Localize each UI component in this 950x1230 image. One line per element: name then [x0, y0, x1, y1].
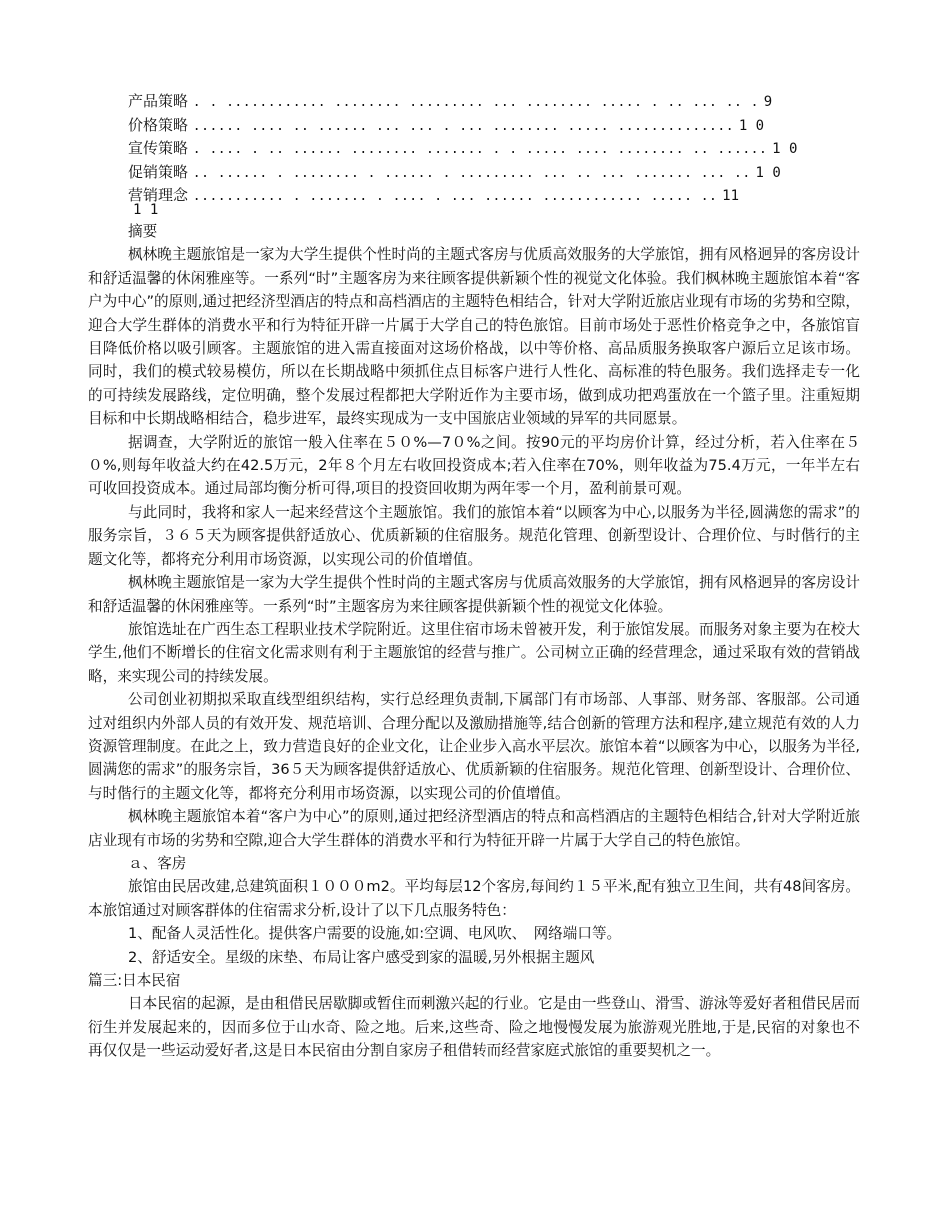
toc-page-number: 9	[763, 94, 773, 110]
toc-dot-leader: ...... .... .. ...... ... ... . ... ........ ..... ..............	[192, 118, 735, 134]
toc-dot-leader: . .... . .. ...... ........ ....... . . ..... .... ........ .. ......	[192, 142, 768, 157]
orphan-page-number: 1 1	[133, 202, 159, 218]
toc-entry	[128, 114, 868, 138]
toc-entry-label: 价格策略	[128, 115, 189, 134]
toc-entry	[128, 184, 868, 208]
toc-entry	[128, 137, 868, 161]
toc-entry-label: 宣传策略	[128, 139, 189, 157]
paragraph: 枫林晚主题旅馆本着“客户为中心”的原则,通过把经济型酒店的特点和高档酒店的主题特色相结合,针对大学附近旅店业现有市场的劣势和空隙,迎合大学生群体的消费水平和行为特征开辟一片属于大学自己的特色旅馆。	[88, 808, 860, 849]
paragraph: 公司创业初期拟采取直线型组织结构，实行总经理负责制,下属部门有市场部、人事部、财务部、客服部。公司通过对组织内外部人员的有效开发、规范培训、合理分配以及激励措施等,结合创新的管理方法和程序,建立规范有效的人力资源管理制度。在此之上，致力营造良好的企业文化，让企业步入高水平层次。旅馆本着“以顾客为中心，以服务为半径,圆满您的需求”的服务宗旨，36５天为顾客提供舒适放心、优质新颖的住宿服务。规范化管理、创新型设计、合理价位、与时偕行的主题文化等，都将充分利用市场资源，以实现公司的价值增值。	[88, 691, 860, 802]
paragraph: 枫林晚主题旅馆是一家为大学生提供个性时尚的主题式客房与优质高效服务的大学旅馆，拥有风格迥异的客房设计和舒适温馨的休闲雅座等。一系列“时”主题客房为来往顾客提供新颖个性的视觉文化体验。我们枫林晚主题旅馆本着“客户为中心”的原则,通过把经济型酒店的特点和高档酒店的主题特色相结合，针对大学附近旅店业现有市场的劣势和空隙，迎合大学生群体的消费水平和行为特征开辟一片属于大学自己的特色旅馆。目前市场处于恶性价格竞争之中，各旅馆盲目降低价格以吸引顾客。主题旅馆的进入需直接面对这场价格战，以中等价格、高品质服务换取客户源后立足该市场。同时，我们的模式较易模仿，所以在长期战略中须抓住点目标客户进行人性化、高标准的特色服务。我们选择走专一化的可持续发展路线，定位明确，整个发展过程都把大学附近作为主要市场，做到成功把鸡蛋放在一个篮子里。注重短期目标和中长期战略相结合，稳步进军，最终实现成为一支中国旅店业领域的异军的共同愿景。	[88, 246, 860, 428]
toc-page-number: 1 0	[772, 141, 798, 157]
paragraph: 与此同时，我将和家人一起来经营这个主题旅馆。我们的旅馆本着“以顾客为中心,以服务为半径,圆满您的需求”的服务宗旨，３６５天为顾客提供舒适放心、优质新颖的住宿服务。规范化管理、创新型设计、合理价位、与时偕行的主题文化等，都将充分利用市场资源，以实现公司的价值增值。	[88, 503, 860, 568]
toc-entry	[128, 90, 868, 114]
toc-entry-label: 营销理念	[128, 186, 189, 204]
toc-page-number: 1 0	[738, 117, 765, 134]
feature-item: 2、舒适安全。星级的床垫、布局让客户感受到家的温暖,另外根据主题风	[128, 948, 595, 966]
toc-entry-label: 产品策略	[128, 92, 189, 110]
abstract-title: 摘要	[128, 223, 158, 240]
paragraph: 日本民宿的起源，是由租借民居歇脚或暂住而刺激兴起的行业。它是由一些登山、滑雪、游泳等爱好者租借民居而衍生并发展起来的，因而多位于山水奇、险之地。后来,这些奇、险之地慢慢发展为旅游观光胜地,于是,民宿的对象也不再仅仅是一些运动爱好者,这是日本民宿由分割自家房子租借转而经营家庭式旅馆的重要契机之一。	[88, 995, 860, 1060]
room-paragraph: 旅馆由民居改建,总建筑面积１０００m2。平均每层12个客房,每间约１５平米,配有独立卫生间，共有48间客房。本旅馆通过对顾客群体的住宿需求分析,设计了以下几点服务特色：	[88, 878, 860, 919]
room-heading: ａ、客房	[128, 854, 187, 872]
section-title: 篇三:日本民宿	[88, 972, 181, 989]
toc-entry-label: 促销策略	[128, 162, 189, 181]
paragraph: 枫林晚主题旅馆是一家为大学生提供个性时尚的主题式客房与优质高效服务的大学旅馆，拥有风格迥异的客房设计和舒适温馨的休闲雅座等。一系列“时”主题客房为来往顾客提供新颖个性的视觉文化体验。	[88, 574, 860, 615]
table-of-contents	[128, 90, 868, 208]
toc-entry	[128, 161, 868, 185]
toc-page-number: 1 0	[755, 164, 781, 181]
feature-item: 1、配备人灵活性化。提供客户需要的设施,如:空调、电风吹、 网络端口等。	[128, 925, 622, 943]
document-body	[88, 220, 860, 1063]
toc-dot-leader: ........... . ....... . .... . ... ...... ............ ..... ..	[192, 189, 718, 204]
toc-dot-leader: .. ...... . ........ . ...... . ......... ... .. ... ....... ... ..	[192, 165, 751, 181]
toc-dot-leader: . . ............ ........ ......... ... ........ ..... . .. ... .. .	[192, 95, 760, 110]
paragraph: 旅馆选址在广西生态工程职业技术学院附近。这里住宿市场未曾被开发，利于旅馆发展。而服务对象主要为在校大学生,他们不断增长的住宿文化需求则有利于主题旅馆的经营与推广。公司树立正确的经营理念，通过采取有效的营销战略，来实现公司的持续发展。	[88, 620, 860, 685]
toc-page-number: 11	[722, 188, 740, 204]
paragraph: 据调查，大学附近的旅馆一般入住率在５０%—7０%之间。按90元的平均房价计算，经过分析，若入住率在５０%,则每年收益大约在42.5万元，2年８个月左右收回投资成本;若入住率在70%，则年收益为75.4万元，一年半左右可收回投资成本。通过局部均衡分析可得,项目的投资回收期为两年零一个月，盈利前景可观。	[88, 433, 860, 498]
